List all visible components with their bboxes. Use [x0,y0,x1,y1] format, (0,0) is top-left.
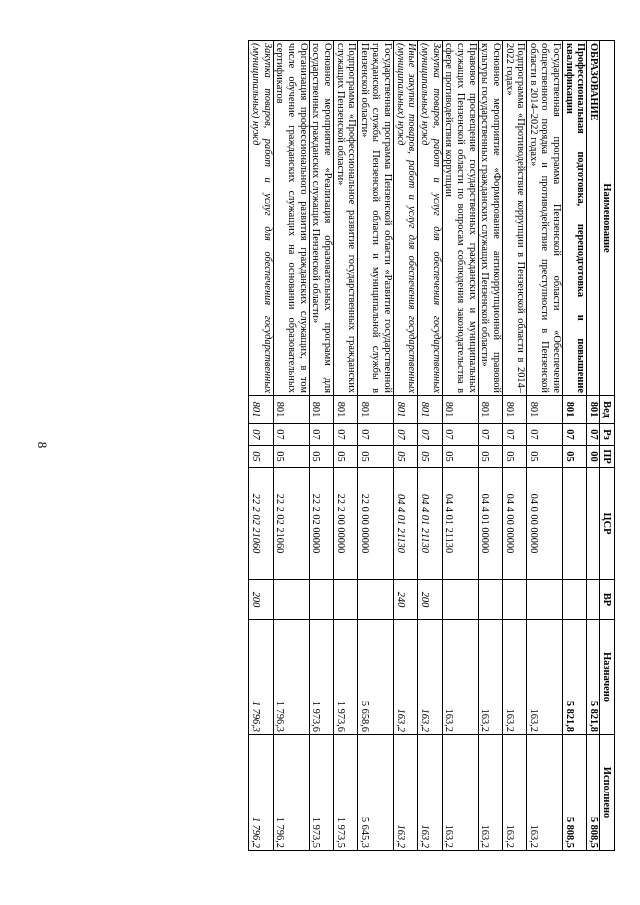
cell-rz: 07 [358,424,394,446]
header-assigned: Назначено [600,620,615,735]
header-name: Наименование [600,41,615,396]
cell-csr: 04 4 00 00000 [502,468,526,580]
header-csr: ЦСР [600,468,615,580]
cell-rz: 07 [563,424,587,446]
cell-rz: 07 [418,424,442,446]
cell-vr [442,580,478,620]
cell-csr: 22 2 02 00000 [309,468,333,580]
cell-pr: 05 [333,446,357,468]
cell-name: Государственная программа Пензенской области «Обеспечение общественного порядка и противодействие преступности в Пензенской области в 2014–2022 годах» [527,41,563,396]
table-row [273,41,309,851]
table-row [527,41,563,851]
table-row [587,41,600,851]
cell-executed: 1 973,5 [309,735,333,851]
cell-ved: 801 [587,396,600,424]
cell-executed: 163,2 [418,735,442,851]
table-row [358,41,394,851]
cell-assigned: 163,2 [502,620,526,735]
cell-assigned: 163,2 [418,620,442,735]
cell-vr: 200 [249,580,273,620]
cell-executed: 1 796,2 [273,735,309,851]
cell-ved: 801 [333,396,357,424]
cell-rz: 07 [333,424,357,446]
cell-name: Государственная программа Пензенской области «Развитие государственной гражданской службы Пензенской области и муниципальной службы в Пензенской области» [358,41,394,396]
cell-name: Закупка товаров, работ и услуг для обеспечения государственных (муниципальных) нужд [249,41,273,396]
cell-executed: 1 973,5 [333,735,357,851]
cell-rz: 07 [527,424,563,446]
cell-assigned: 1 973,6 [333,620,357,735]
cell-executed: 163,2 [502,735,526,851]
table-row [478,41,502,851]
cell-vr: 200 [418,580,442,620]
cell-vr [333,580,357,620]
header-pr: ПР [600,446,615,468]
cell-name: Организация профессионального развития гражданских служащих, в том числе обучение гражданских служащих на основании образовательных сертификатов [273,41,309,396]
cell-rz: 07 [587,424,600,446]
cell-name: Основное мероприятие «Реализация образовательных программ для государственных гражданских служащих Пензенской области» [309,41,333,396]
cell-pr: 05 [394,446,418,468]
cell-pr: 05 [442,446,478,468]
cell-pr: 05 [309,446,333,468]
cell-rz: 07 [478,424,502,446]
cell-rz: 07 [309,424,333,446]
cell-assigned: 163,2 [442,620,478,735]
cell-csr: 22 2 00 00000 [333,468,357,580]
cell-csr: 04 4 01 00000 [478,468,502,580]
cell-csr: 22 0 00 00000 [358,468,394,580]
cell-executed: 163,2 [394,735,418,851]
cell-executed: 163,2 [478,735,502,851]
cell-ved: 801 [502,396,526,424]
cell-assigned: 5 821,8 [587,620,600,735]
cell-vr [273,580,309,620]
cell-csr [563,468,587,580]
table-row [442,41,478,851]
table-row [563,41,587,851]
cell-name: Профессиональная подготовка, переподготовка и повышение квалификации [563,41,587,396]
cell-vr [563,580,587,620]
header-vr: ВР [600,580,615,620]
cell-name: Иные закупки товаров, работ и услуг для обеспечения государственных (муниципальных) нужд [394,41,418,396]
table-row [249,41,273,851]
cell-ved: 801 [249,396,273,424]
cell-pr: 05 [249,446,273,468]
cell-executed: 5 808,5 [563,735,587,851]
cell-assigned: 1 796,3 [249,620,273,735]
cell-vr [358,580,394,620]
cell-ved: 801 [563,396,587,424]
cell-pr: 05 [563,446,587,468]
cell-ved: 801 [394,396,418,424]
cell-executed: 163,2 [527,735,563,851]
cell-csr: 04 4 01 21130 [442,468,478,580]
cell-name: ОБРАЗОВАНИЕ [587,41,600,396]
cell-csr: 04 4 01 21130 [394,468,418,580]
cell-csr: 04 4 01 21130 [418,468,442,580]
cell-assigned: 1 973,6 [309,620,333,735]
cell-vr [309,580,333,620]
cell-ved: 801 [527,396,563,424]
cell-rz: 07 [442,424,478,446]
table-row [502,41,526,851]
table-header-row [600,41,615,851]
cell-pr: 00 [587,446,600,468]
cell-name: Закупка товаров, работ и услуг для обеспечения государственных (муниципальных) нужд [418,41,442,396]
cell-rz: 07 [249,424,273,446]
header-ved: Вед [600,396,615,424]
cell-name: Подпрограмма «Противодействие коррупции в Пензенской области в 2014–2022 годах» [502,41,526,396]
cell-vr [502,580,526,620]
cell-ved: 801 [358,396,394,424]
cell-name: Основное мероприятие «Формирование антикоррупционной правовой культуры государственных гражданских служащих Пензенской области» [478,41,502,396]
cell-pr: 05 [527,446,563,468]
cell-pr: 05 [358,446,394,468]
cell-executed: 5 808,5 [587,735,600,851]
table-row [333,41,357,851]
cell-assigned: 1 796,3 [273,620,309,735]
cell-ved: 801 [442,396,478,424]
cell-vr [527,580,563,620]
cell-assigned: 163,2 [394,620,418,735]
cell-pr: 05 [502,446,526,468]
cell-pr: 05 [273,446,309,468]
cell-name: Подпрограмма «Профессиональное развитие государственных гражданских служащих Пензенской области» [333,41,357,396]
header-executed: Исполнено [600,735,615,851]
cell-vr: 240 [394,580,418,620]
table-body [249,41,600,851]
table-row [309,41,333,851]
cell-executed: 5 645,3 [358,735,394,851]
cell-ved: 801 [478,396,502,424]
cell-assigned: 163,2 [478,620,502,735]
cell-csr: 22 2 02 21060 [273,468,309,580]
budget-table [248,40,615,851]
budget-table-container [85,40,615,850]
table-row [394,41,418,851]
cell-csr [587,468,600,580]
cell-assigned: 5 658,6 [358,620,394,735]
cell-executed: 163,2 [442,735,478,851]
cell-csr: 22 2 02 21060 [249,468,273,580]
cell-assigned: 163,2 [527,620,563,735]
cell-rz: 07 [394,424,418,446]
cell-assigned: 5 821,8 [563,620,587,735]
cell-csr: 04 0 00 00000 [527,468,563,580]
cell-vr [587,580,600,620]
cell-rz: 07 [502,424,526,446]
cell-ved: 801 [309,396,333,424]
cell-rz: 07 [273,424,309,446]
cell-ved: 801 [273,396,309,424]
table-row [418,41,442,851]
cell-executed: 1 796,2 [249,735,273,851]
header-rz: Рз [600,424,615,446]
page-number: 8 [35,441,50,449]
cell-name: Правовое просвещение государственных гражданских и муниципальных служащих Пензенской области по вопросам соблюдения законодательства в сфере противодействия коррупции [442,41,478,396]
cell-ved: 801 [418,396,442,424]
cell-pr: 05 [478,446,502,468]
cell-vr [478,580,502,620]
cell-pr: 05 [418,446,442,468]
